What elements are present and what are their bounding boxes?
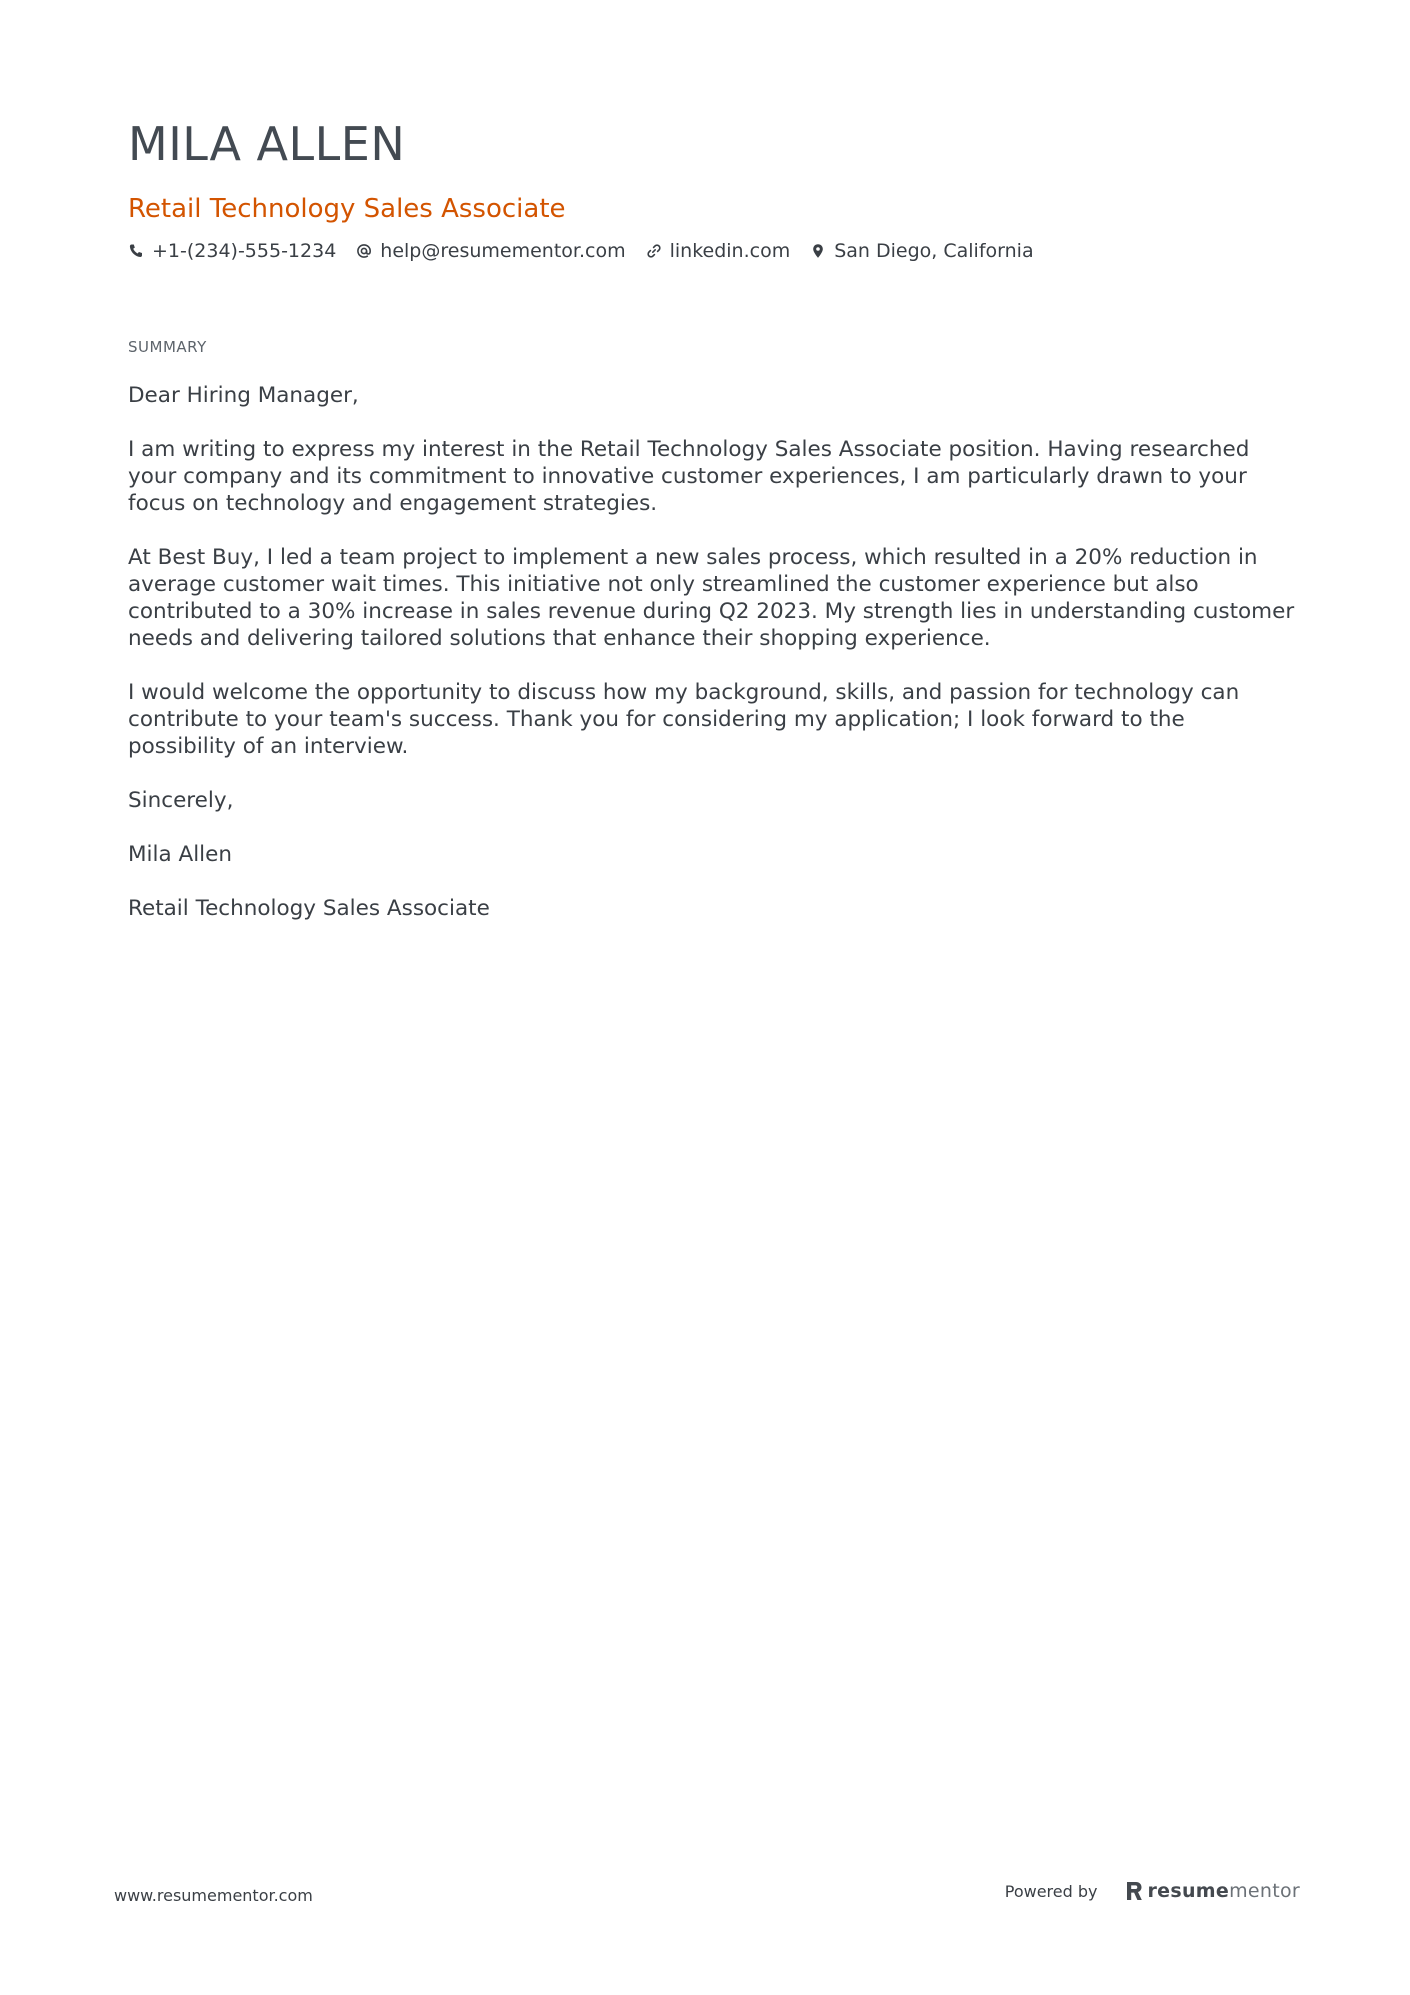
link-icon xyxy=(646,243,662,259)
footer-branding xyxy=(1005,1880,1300,1902)
cover-letter-body xyxy=(128,382,1298,949)
at-icon xyxy=(356,243,372,259)
contact-phone xyxy=(128,240,336,262)
email-text[interactable]: help@resumementor.com xyxy=(380,240,626,262)
contact-row xyxy=(128,236,1298,266)
contact-email[interactable] xyxy=(356,240,625,262)
summary-heading: SUMMARY xyxy=(128,338,207,356)
job-title: Retail Technology Sales Associate xyxy=(128,194,566,224)
brand-light-text: mentor xyxy=(1229,1880,1300,1902)
location-text: San Diego, California xyxy=(834,240,1034,262)
resumementor-logo-icon xyxy=(1125,1880,1143,1902)
contact-location xyxy=(810,240,1033,262)
letter-signature-title: Retail Technology Sales Associate xyxy=(128,896,490,921)
letter-paragraph: At Best Buy, I led a team project to implement a new sales process, which resulted in a 20% reduction in average customer wait times. This initiative not only streamlined the customer experience but also contributed to a 30% increase in sales revenue during Q2 2023. My strength lies in understanding customer needs and delivering tailored solutions that enhance their shopping experience. xyxy=(128,545,1295,651)
brand-bold-text: resume xyxy=(1147,1880,1230,1902)
letter-greeting: Dear Hiring Manager, xyxy=(128,383,359,408)
resume-page xyxy=(128,112,1298,921)
linkedin-text[interactable]: linkedin.com xyxy=(669,240,791,262)
phone-icon xyxy=(128,243,144,259)
letter-paragraph: I am writing to express my interest in the Retail Technology Sales Associate position. Having researched your company and its commitment to innovative customer experiences, I am particularly drawn to your focus on technology and engagement strategies. xyxy=(128,437,1250,516)
phone-text: +1-(234)-555-1234 xyxy=(152,240,337,262)
powered-by-label: Powered by xyxy=(1004,1881,1098,1901)
contact-linkedin[interactable] xyxy=(646,240,791,262)
location-pin-icon xyxy=(810,243,826,259)
candidate-name: MILA ALLEN xyxy=(128,117,406,171)
resumementor-logo[interactable] xyxy=(1125,1880,1300,1902)
letter-signature-name: Mila Allen xyxy=(128,842,233,867)
letter-closing: Sincerely, xyxy=(128,788,234,813)
footer-website[interactable]: www.resumementor.com xyxy=(114,1886,313,1905)
letter-paragraph: I would welcome the opportunity to discuss how my background, skills, and passion for technology can contribute to your team's success. Thank you for considering my application; I look forward to the possibility of an interview. xyxy=(128,680,1240,759)
